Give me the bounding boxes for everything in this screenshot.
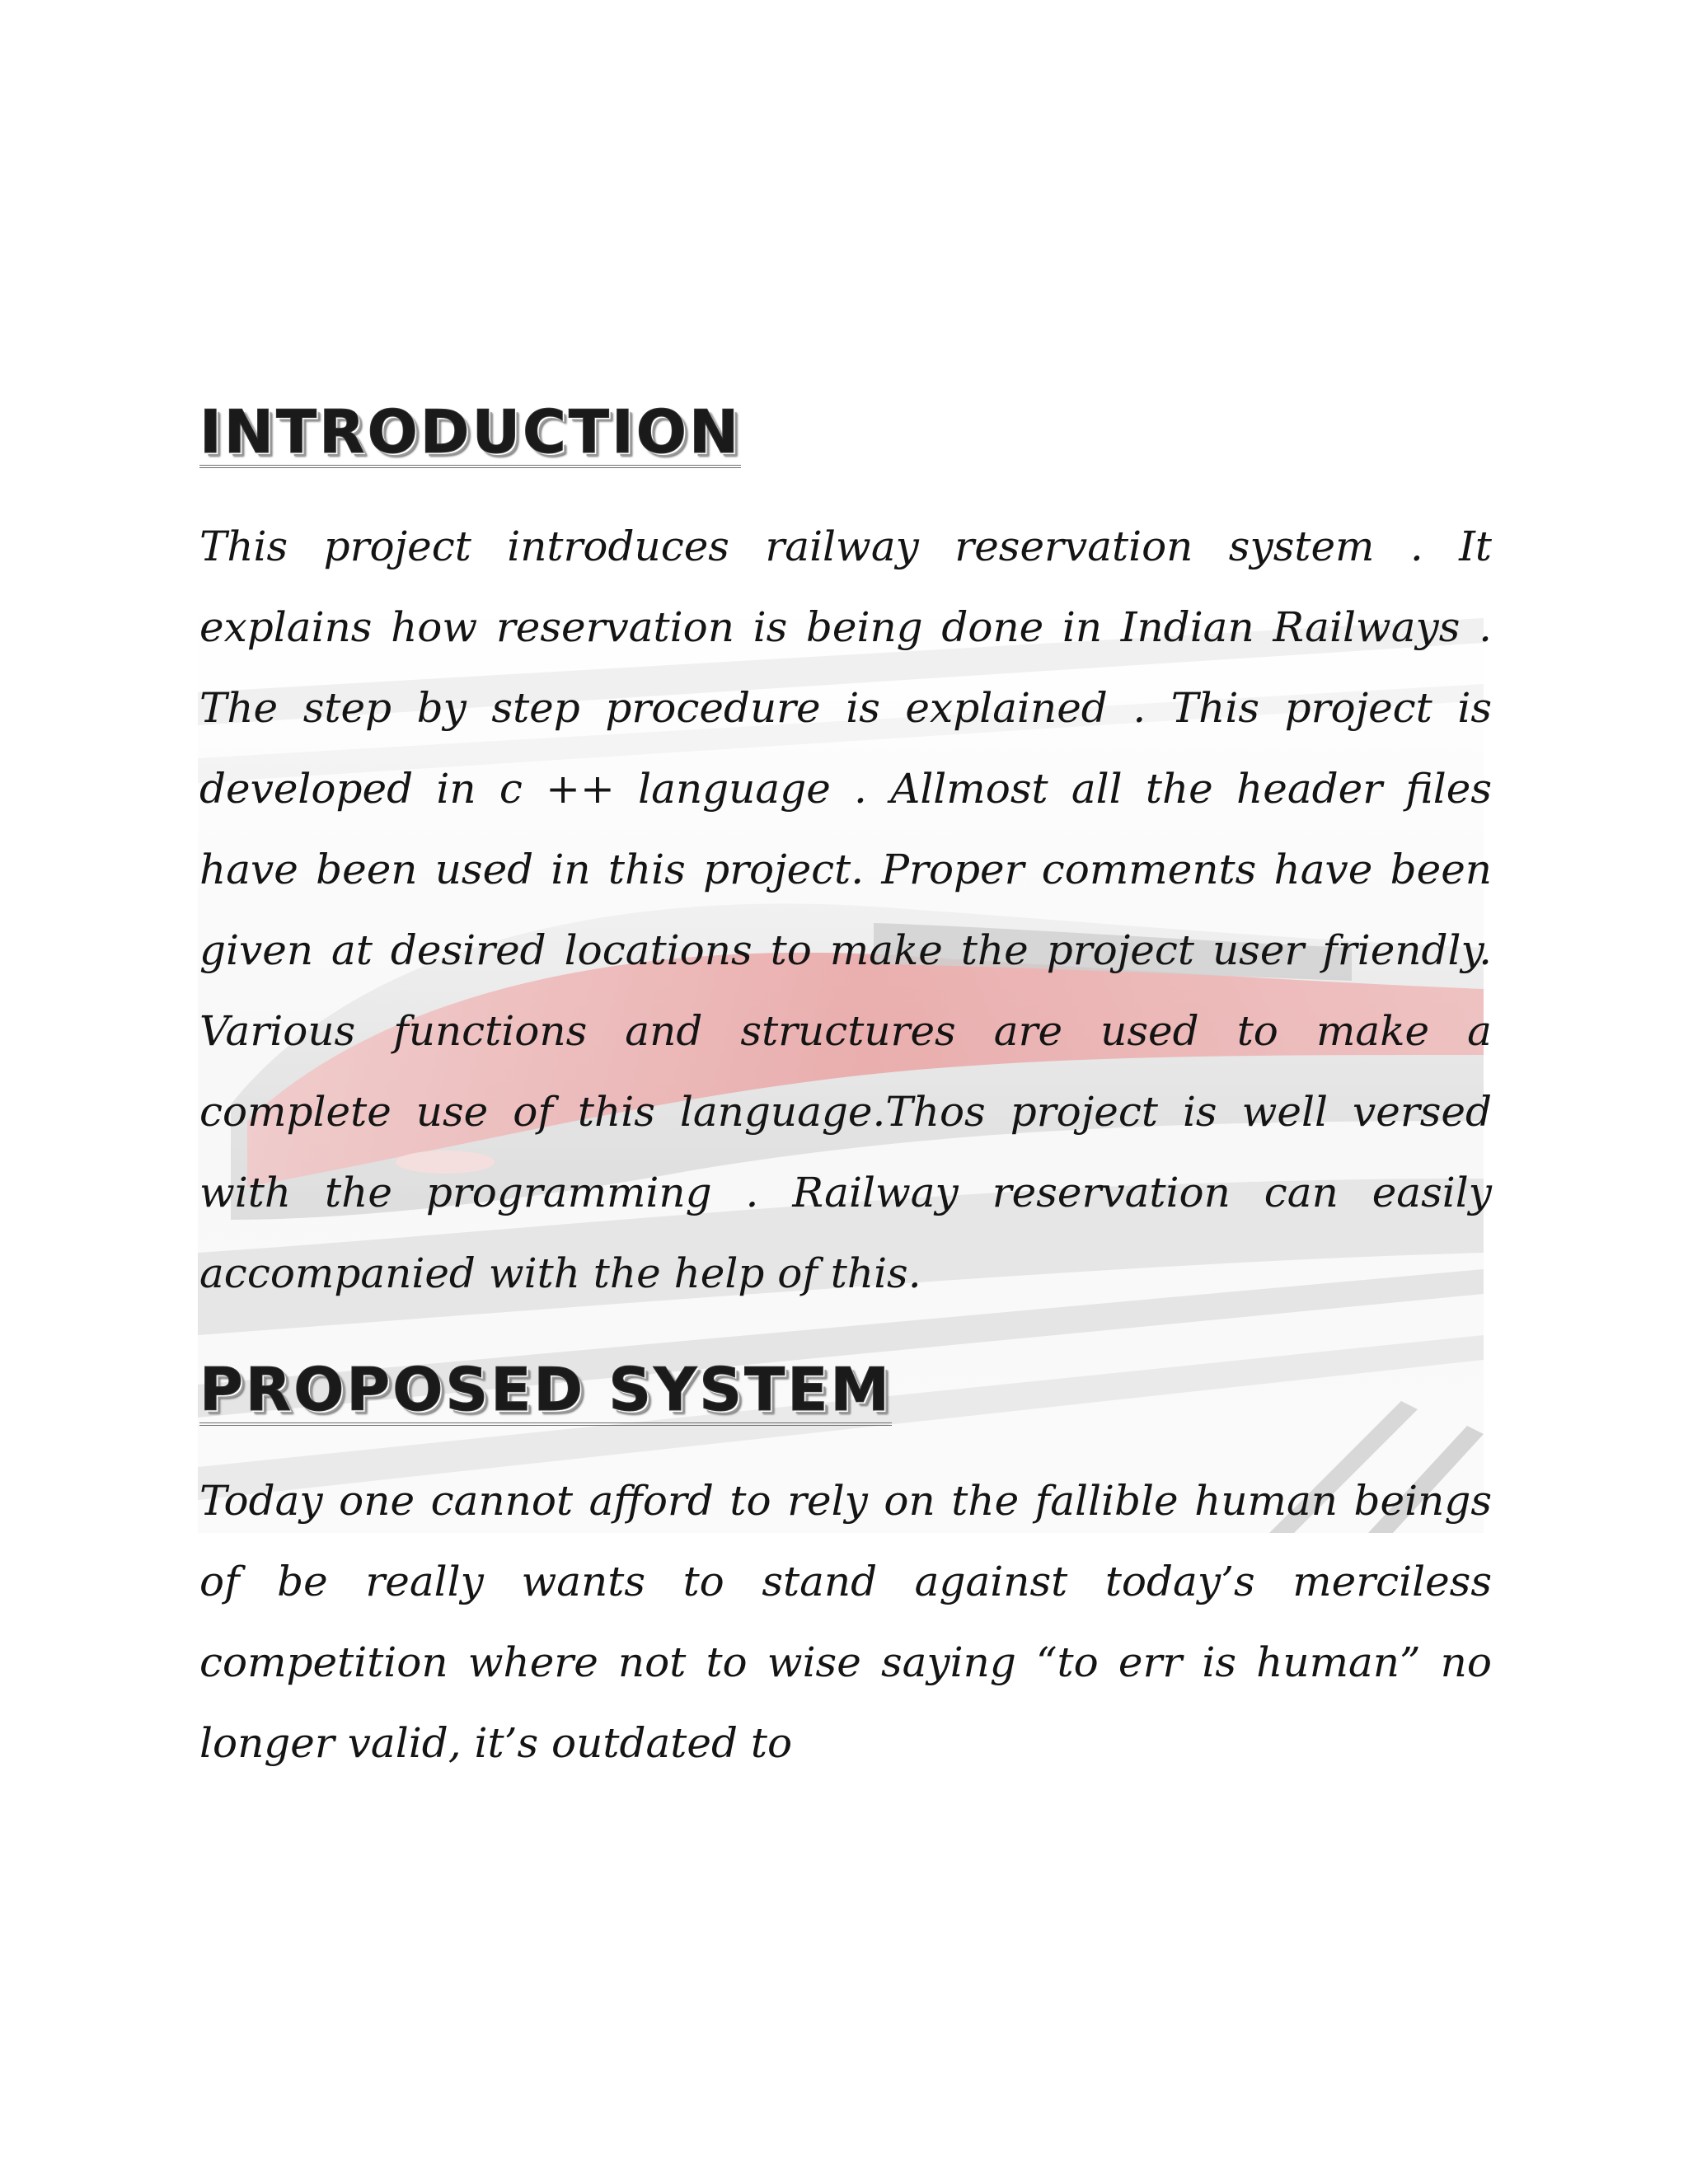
document-content <box>199 397 1492 1783</box>
introduction-paragraph: This project introduces railway reservation system . It explains how reservation is being done in Indian Railways . The step by step procedure is explained . This project is developed in c ++ language . Allmost all the header files have been used in this project. Proper comments have been given at desired locations to make the project user friendly. Various functions and structures are used to make a complete use of this language.Thos project is well versed with the programming . Railway reservation can easily accompanied with the help of this. <box>199 523 1492 1297</box>
proposed-system-paragraph: Today one cannot afford to rely on the fallible human beings of be really wants to stand against today’s merciless competition where not to wise saying “to err is human” no longer valid, it’s outdated to <box>199 1477 1492 1767</box>
proposed-system-heading: PROPOSED SYSTEM <box>199 1355 893 1424</box>
introduction-heading: INTRODUCTION <box>199 397 742 466</box>
